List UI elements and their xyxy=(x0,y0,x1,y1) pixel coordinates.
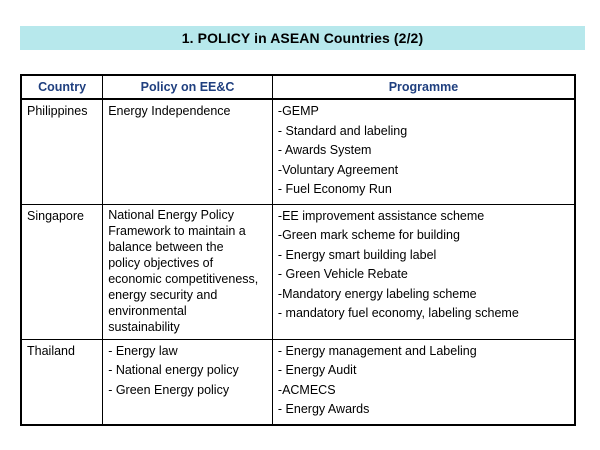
programme-item: - Fuel Economy Run xyxy=(277,182,392,196)
policy-line: - National energy policy xyxy=(108,363,239,377)
table-row-thailand xyxy=(21,339,575,425)
programme-item: -Voluntary Agreement xyxy=(277,162,399,177)
policy-line: Energy Independence xyxy=(108,104,231,118)
programme-item: -Mandatory energy labeling scheme xyxy=(277,286,477,301)
programme-cell xyxy=(272,339,575,425)
policy-line: sustainability xyxy=(108,319,180,334)
policy-table xyxy=(20,74,576,426)
country-cell: Philippines xyxy=(21,99,103,204)
policy-line: Framework to maintain a xyxy=(108,223,246,238)
policy-line: - Green Energy policy xyxy=(108,382,230,397)
programme-item: - Energy smart building label xyxy=(277,247,437,262)
policy-cell xyxy=(103,339,273,425)
programme-item: -Green mark scheme for building xyxy=(277,228,460,242)
programme-item: -EE improvement assistance scheme xyxy=(277,208,485,223)
policy-line: National Energy Policy xyxy=(108,207,234,222)
programme-item: - Green Vehicle Rebate xyxy=(277,267,408,281)
table-header-row xyxy=(21,75,575,99)
table-row-philippines xyxy=(21,99,575,204)
programme-item: - Standard and labeling xyxy=(277,123,408,138)
programme-item: - Awards System xyxy=(277,143,372,157)
programme-item: - Energy Awards xyxy=(277,402,370,416)
policy-line: energy security and xyxy=(108,287,218,302)
policy-line: environmental xyxy=(108,303,187,318)
policy-line: - Energy law xyxy=(108,343,178,358)
table-row-singapore xyxy=(21,204,575,339)
programme-item: - Energy management and Labeling xyxy=(277,343,477,358)
page-title: 1. POLICY in ASEAN Countries (2/2) xyxy=(181,30,424,46)
programme-item: -ACMECS xyxy=(277,382,336,397)
country-cell: Singapore xyxy=(21,204,103,339)
policy-cell xyxy=(103,99,273,204)
header-programme: Programme xyxy=(272,75,575,99)
programme-item: -GEMP xyxy=(277,104,319,118)
title-banner xyxy=(20,26,585,50)
policy-line: policy objectives of xyxy=(108,255,214,270)
programme-item: - Energy Audit xyxy=(277,363,357,377)
programme-cell xyxy=(272,204,575,339)
header-policy: Policy on EE&C xyxy=(103,75,273,99)
policy-line: economic competitiveness, xyxy=(108,271,259,286)
country-cell: Thailand xyxy=(21,339,103,425)
programme-cell xyxy=(272,99,575,204)
policy-cell xyxy=(103,204,273,339)
policy-line: balance between the xyxy=(108,239,224,254)
header-country: Country xyxy=(21,75,103,99)
programme-item: - mandatory fuel economy, labeling scheme xyxy=(277,306,519,320)
